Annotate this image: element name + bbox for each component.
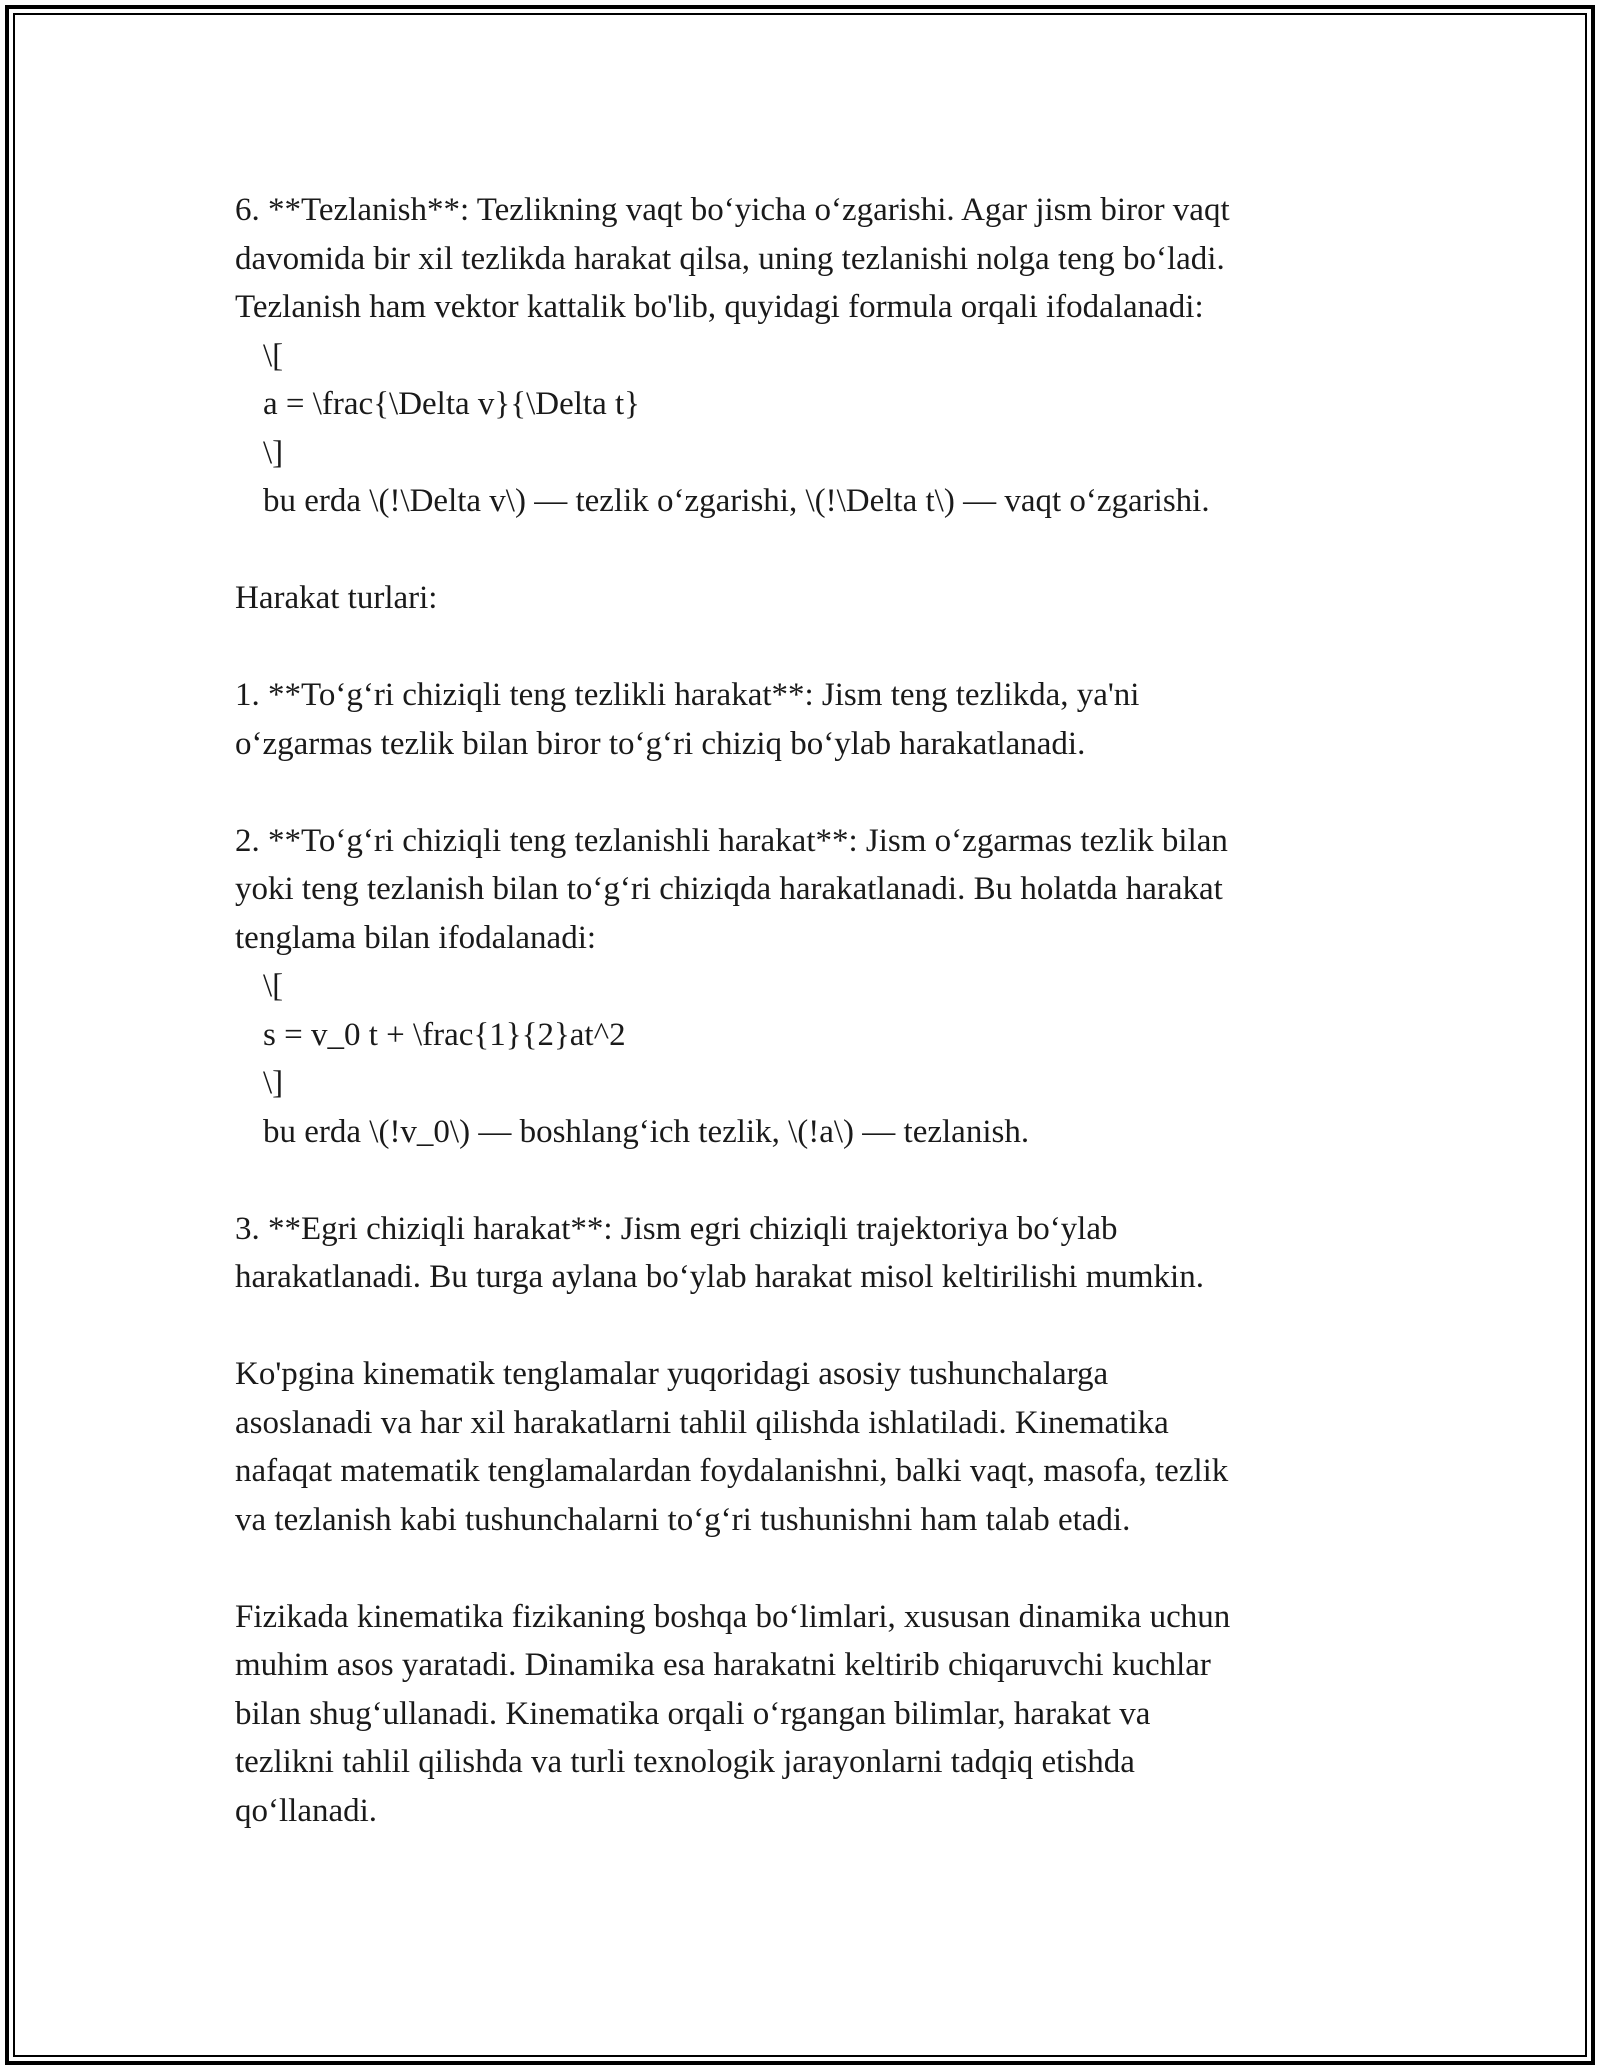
spacer: [235, 526, 1365, 575]
formula-close: \]: [263, 434, 284, 471]
text-line: 1. **To‘g‘ri chiziqli teng tezlikli harakat**: Jism teng tezlikda, ya'ni: [235, 677, 1140, 713]
formula-explanation: bu erda \(!\Delta v\) — tezlik o‘zgarishi, \(!\Delta t\) — vaqt o‘zgarishi.: [263, 483, 1210, 519]
text-line: Ko'pgina kinematik tenglamalar yuqoridagi asosiy tushunchalarga: [235, 1356, 1109, 1392]
text-line: 3. **Egri chiziqli harakat**: Jism egri chiziqli trajektoriya bo‘ylab: [235, 1210, 1118, 1247]
motion-types-heading: Harakat turlari:: [235, 580, 438, 616]
text-line: Tezlanish ham vektor kattalik bo'lib, quyidagi formula orqali ifodalanadi:: [235, 289, 1204, 325]
formula-open: \[: [263, 337, 284, 374]
list-item-accelerated-motion: [235, 817, 1365, 1157]
document-body: [235, 186, 1365, 1835]
text-line: tenglama bilan ifodalanadi:: [235, 919, 597, 956]
text-line: va tezlanish kabi tushunchalarni to‘g‘ri tushunishni ham talab etadi.: [235, 1501, 1131, 1538]
formula-acceleration: a = \frac{\Delta v}{\Delta t}: [263, 386, 640, 422]
paragraph-dynamics: [235, 1593, 1365, 1836]
text-line: harakatlanadi. Bu turga aylana bo‘ylab harakat misol keltirilishi mumkin.: [235, 1259, 1204, 1295]
text-line: nafaqat matematik tenglamalardan foydalanishni, balki vaqt, masofa, tezlik: [235, 1453, 1229, 1489]
formula-displacement: s = v_0 t + \frac{1}{2}at^2: [263, 1016, 626, 1053]
text-line: yoki teng tezlanish bilan to‘g‘ri chiziqda harakatlanadi. Bu holatda harakat: [235, 871, 1223, 907]
list-item-uniform-motion: [235, 671, 1365, 768]
spacer: [235, 1302, 1365, 1351]
text-line: qo‘llanadi.: [235, 1792, 378, 1829]
formula-explanation: bu erda \(!v_0\) — boshlang‘ich tezlik, \(!a\) — tezlanish.: [263, 1113, 1030, 1150]
spacer: [235, 1156, 1365, 1205]
text-line: tezlikni tahlil qilishda va turli texnologik jarayonlarni tadqiq etishda: [235, 1744, 1135, 1780]
text-line: o‘zgarmas tezlik bilan biror to‘g‘ri chiziq bo‘ylab harakatlanadi.: [235, 725, 1086, 762]
formula-close: \]: [263, 1065, 284, 1101]
text-line: davomida bir xil tezlikda harakat qilsa, uning tezlanishi nolga teng bo‘ladi.: [235, 240, 1225, 277]
formula-open: \[: [263, 968, 284, 1004]
list-item-curvilinear-motion: [235, 1205, 1365, 1302]
text-line: 2. **To‘g‘ri chiziqli teng tezlanishli harakat**: Jism o‘zgarmas tezlik bilan: [235, 822, 1228, 859]
text-line: 6. **Tezlanish**: Tezlikning vaqt bo‘yicha o‘zgarishi. Agar jism biror vaqt: [235, 192, 1230, 228]
text-line: Fizikada kinematika fizikaning boshqa bo‘limlari, xususan dinamika uchun: [235, 1598, 1231, 1635]
paragraph-kinematic-equations: [235, 1350, 1365, 1544]
text-line: asoslanadi va har xil harakatlarni tahlil qilishda ishlatiladi. Kinematika: [235, 1404, 1169, 1441]
section-acceleration: [235, 186, 1365, 526]
spacer: [235, 768, 1365, 817]
spacer: [235, 623, 1365, 672]
text-line: muhim asos yaratadi. Dinamika esa harakatni keltirib chiqaruvchi kuchlar: [235, 1647, 1211, 1683]
text-line: bilan shug‘ullanadi. Kinematika orqali o‘rgangan bilimlar, harakat va: [235, 1695, 1151, 1732]
spacer: [235, 1544, 1365, 1593]
